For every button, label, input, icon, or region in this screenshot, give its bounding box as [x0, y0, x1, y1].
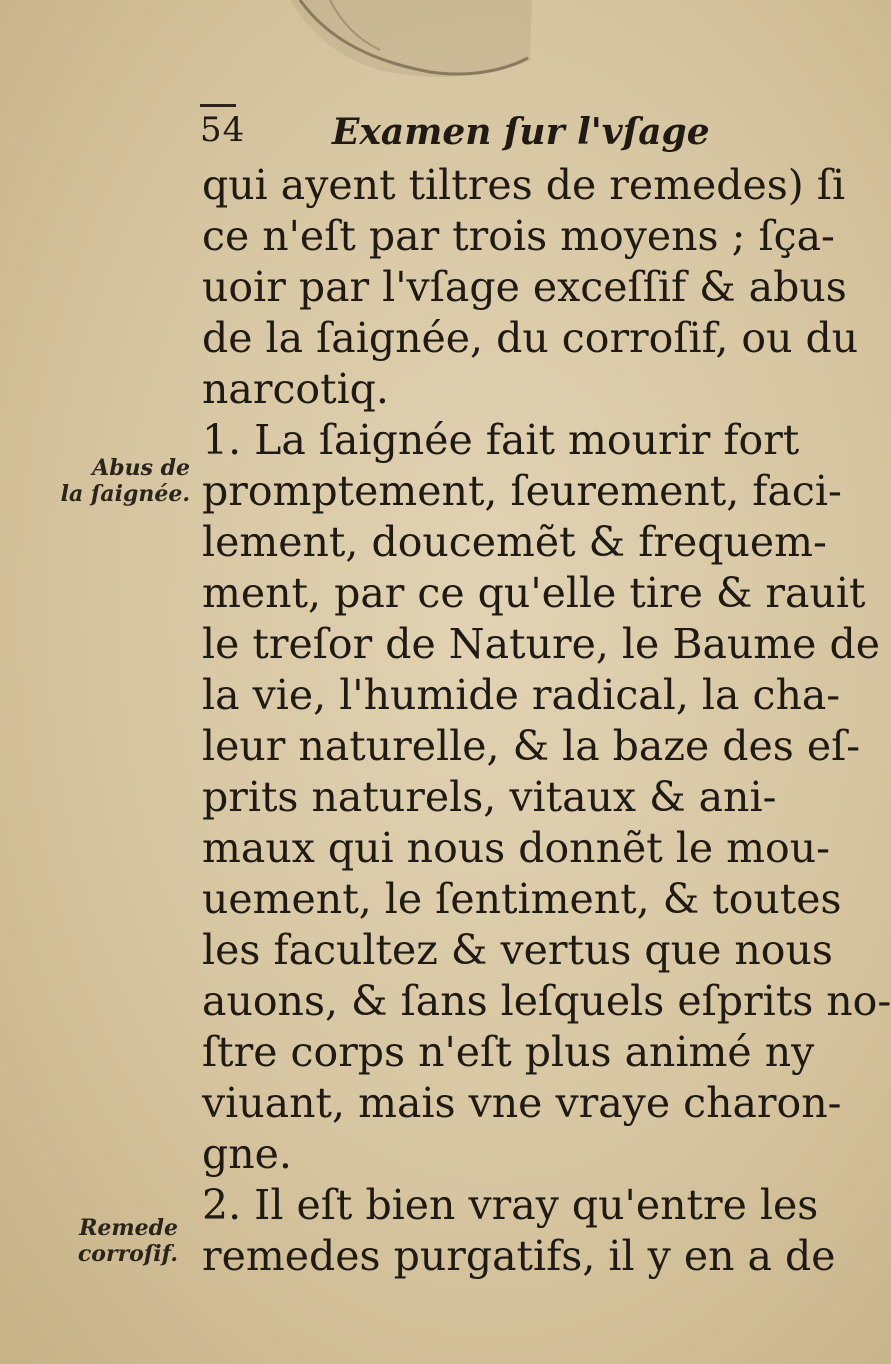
text-line: leur naturelle, & la baze des eſ-	[202, 722, 861, 770]
text-line: narcotiq.	[202, 365, 389, 413]
text-line: viuant, mais vne vraye charon-	[202, 1079, 842, 1127]
margin-note-line: Abus de	[92, 455, 190, 481]
text-line: prits naturels, vitaux & ani-	[202, 773, 777, 821]
text-line: qui ayent tiltres de remedes) ſi	[202, 161, 846, 209]
text-line: 2. Il eſt bien vray qu'entre les	[202, 1181, 819, 1229]
text-line: ment, par ce qu'elle tire & rauit	[202, 569, 866, 617]
text-line: le treſor de Nature, le Baume de	[202, 620, 880, 668]
text-line: les facultez & vertus que nous	[202, 926, 833, 974]
margin-note-line: Remede	[79, 1215, 178, 1241]
text-line: lement, doucemẽt & frequem-	[202, 518, 827, 566]
text-line: maux qui nous donnẽt le mou-	[202, 824, 830, 872]
margin-note-remede	[20, 1215, 178, 1267]
text-line: la vie, l'humide radical, la cha-	[202, 671, 841, 719]
text-line: gne.	[202, 1130, 292, 1178]
text-line: uement, le ſentiment, & toutes	[202, 875, 842, 923]
running-title: Examen ſur l'vſage	[332, 111, 710, 153]
text-line: uoir par l'vſage exceſſif & abus	[202, 263, 847, 311]
text-line: remedes purgatifs, il y en a de	[202, 1232, 836, 1280]
text-line: de la ſaignée, du corroſif, ou du	[202, 314, 859, 362]
text-line: promptement, ſeurement, faci-	[202, 467, 842, 515]
page-number-rule	[200, 104, 236, 107]
margin-note-line: la ſaignée.	[60, 481, 190, 507]
page-number: 54	[200, 110, 246, 150]
text-line: auons, & ſans leſquels eſprits no-	[202, 977, 891, 1025]
paper-stain	[270, 0, 540, 95]
text-line: ce n'eſt par trois moyens ; ſça-	[202, 212, 835, 260]
running-head	[200, 104, 760, 154]
text-line: ſtre corps n'eſt plus animé ny	[202, 1028, 815, 1076]
text-line: 1. La ſaignée fait mourir fort	[202, 416, 800, 464]
margin-note-line: corroſif.	[77, 1241, 178, 1267]
margin-note-abus	[40, 455, 190, 507]
body-text	[202, 160, 891, 1282]
